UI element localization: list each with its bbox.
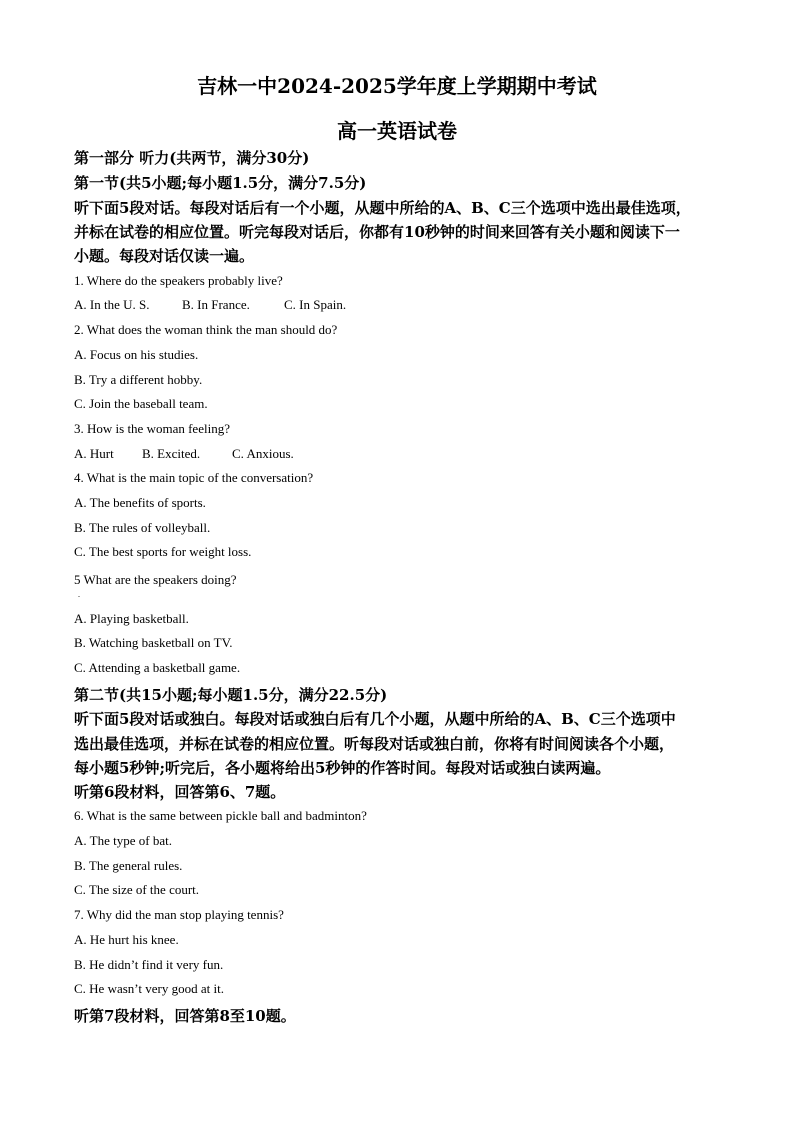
section2-instruction-line3: 每小题5秒钟;听完后，各小题将给出5秒钟的作答时间。每段对话或独白读两遍。 — [74, 759, 611, 777]
question-5-option-c: C. Attending a basketball game. — [74, 660, 241, 675]
question-4-option-b: B. The rules of volleyball. — [74, 520, 211, 535]
question-2-option-c: C. Join the baseball team. — [74, 396, 208, 411]
question-6: 6. What is the same between pickle ball and badminton? — [74, 808, 367, 823]
question-4-option-c: C. The best sports for weight loss. — [74, 544, 252, 559]
question-1-options — [74, 297, 346, 313]
section2-instruction-line1: 听下面5段对话或独白。每段对话或独白后有几个小题，从题中所给的A、B、C三个选项中 — [74, 710, 676, 728]
option-b: B. Excited. — [142, 446, 201, 461]
question-7: 7. Why did the man stop playing tennis? — [74, 907, 284, 922]
question-1: 1. Where do the speakers probably live? — [74, 273, 283, 288]
material-6-heading: 听第6段材料，回答第6、7题。 — [74, 783, 286, 801]
question-3: 3. How is the woman feeling? — [74, 421, 230, 436]
part1-heading: 第一部分 听力(共两节，满分30分) — [74, 149, 310, 167]
option-a: A. In the U. S. — [74, 297, 150, 312]
material-7-heading: 听第7段材料，回答第8至10题。 — [74, 1007, 296, 1025]
exam-title: 吉林一中2024-2025学年度上学期期中考试 — [197, 74, 597, 98]
option-a: A. Hurt — [74, 446, 114, 461]
section2-instruction-line2: 选出最佳选项，并标在试卷的相应位置。听每段对话或独白前，你将有时间阅读各个小题， — [74, 735, 675, 753]
question-6-option-c: C. The size of the court. — [74, 882, 200, 897]
question-7-option-c: C. He wasn’t very good at it. — [74, 981, 224, 996]
section1-instruction-line1: 听下面5段对话。每段对话后有一个小题，从题中所给的A、B、C三个选项中选出最佳选项， — [74, 199, 691, 217]
section1-instruction-line3: 小题。每段对话仅读一遍。 — [74, 247, 255, 265]
section1-heading: 第一节(共5小题;每小题1.5分，满分7.5分) — [74, 174, 367, 192]
question-6-option-a: A. The type of bat. — [74, 833, 172, 848]
question-6-option-b: B. The general rules. — [74, 858, 183, 873]
section1-instruction-line2: 并标在试卷的相应位置。听完每段对话后，你都有10秒钟的时间来回答有关小题和阅读下一 — [74, 223, 680, 241]
section2-heading: 第二节(共15小题;每小题1.5分，满分22.5分) — [74, 686, 388, 704]
option-b: B. In France. — [182, 297, 250, 312]
question-3-options — [74, 446, 294, 462]
option-c: C. Anxious. — [232, 446, 294, 461]
question-4: 4. What is the main topic of the conversation? — [74, 470, 314, 485]
question-7-option-b: B. He didn’t find it very fun. — [74, 957, 224, 972]
exam-subtitle: 高一英语试卷 — [337, 119, 457, 143]
question-7-option-a: A. He hurt his knee. — [74, 932, 179, 947]
question-2-option-a: A. Focus on his studies. — [74, 347, 199, 362]
question-5: 5 What are the speakers doing? — [74, 572, 237, 587]
question-4-option-a: A. The benefits of sports. — [74, 495, 206, 510]
option-c: C. In Spain. — [284, 297, 347, 312]
question-5-option-a: A. Playing basketball. — [74, 611, 189, 626]
question-2-option-b: B. Try a different hobby. — [74, 372, 203, 387]
question-2: 2. What does the woman think the man should do? — [74, 322, 338, 337]
question-5-option-b: B. Watching basketball on TV. — [74, 635, 233, 650]
stray-mark: . — [78, 590, 80, 599]
